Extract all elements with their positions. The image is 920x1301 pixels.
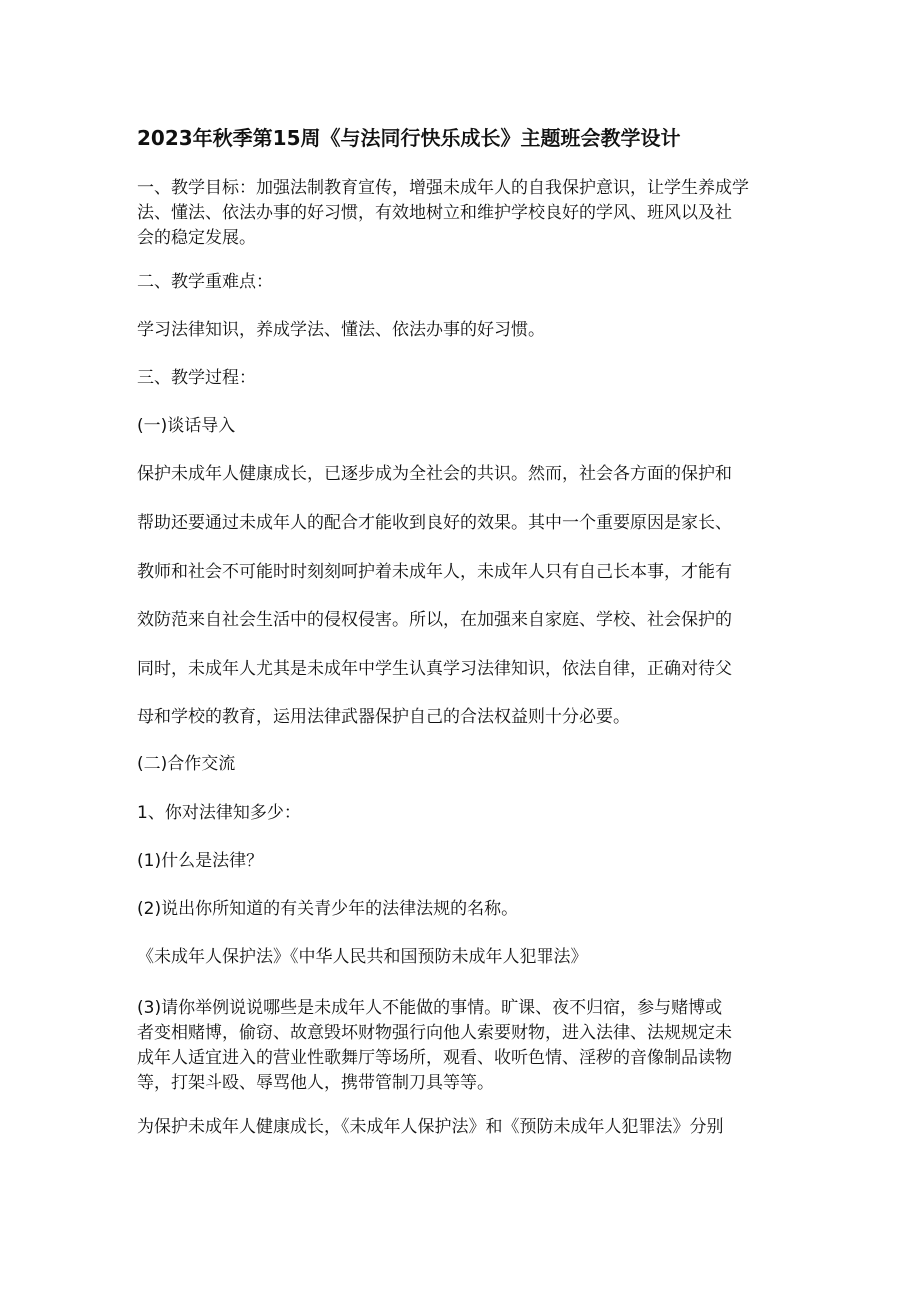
goal-line-3: 会的稳定发展。 <box>137 228 256 248</box>
intro-line-3: 教师和社会不可能时时刻刻呵护着未成年人，未成年人只有自己长本事，才能有 <box>137 562 732 582</box>
intro-line-2: 帮助还要通过未成年人的配合才能收到良好的效果。其中一个重要原因是家长、 <box>137 513 732 533</box>
goal-line-2: 法、懂法、依法办事的好习惯，有效地树立和维护学校良好的学风、班风以及社 <box>137 203 732 223</box>
intro-line-6: 母和学校的教育，运用法律武器保护自己的合法权益则十分必要。 <box>137 707 630 727</box>
section1-heading: (一)谈话导入 <box>137 416 236 436</box>
difficulty-text: 学习法律知识，养成学法、懂法、依法办事的好习惯。 <box>137 320 545 340</box>
intro-line-1: 保护未成年人健康成长，已逐步成为全社会的共识。然而，社会各方面的保护和 <box>137 464 732 484</box>
goal-line-1: 一、教学目标：加强法制教育宣传，增强未成年人的自我保护意识，让学生养成学 <box>137 178 749 198</box>
laws-list: 《未成年人保护法》《中华人民共和国预防未成年人犯罪法》 <box>137 947 588 967</box>
document-title: 2023年秋季第15周《与法同行快乐成长》主题班会教学设计 <box>137 126 681 150</box>
difficulty-heading: 二、教学重难点： <box>137 272 273 292</box>
question-1-3-line-1: (3)请你举例说说哪些是未成年人不能做的事情。旷课、夜不归宿，参与赌博或 <box>137 998 723 1018</box>
process-heading: 三、教学过程： <box>137 368 256 388</box>
question-1-1: (1)什么是法律？ <box>137 851 264 871</box>
intro-line-4: 效防范来自社会生活中的侵权侵害。所以，在加强来自家庭、学校、社会保护的 <box>137 610 732 630</box>
closing-line: 为保护未成年人健康成长，《未成年人保护法》和《预防未成年人犯罪法》分别 <box>137 1117 724 1137</box>
question-1: 1、你对法律知多少： <box>137 803 301 823</box>
question-1-2: (2)说出你所知道的有关青少年的法律法规的名称。 <box>137 899 519 919</box>
section2-heading: (二)合作交流 <box>137 754 236 774</box>
intro-line-5: 同时，未成年人尤其是未成年中学生认真学习法律知识，依法自律，正确对待父 <box>137 659 732 679</box>
question-1-3-line-2: 者变相赌博，偷窃、故意毁坏财物强行向他人索要财物，进入法律、法规规定未 <box>137 1023 732 1043</box>
question-1-3-line-3: 成年人适宜进入的营业性歌舞厅等场所，观看、收听色情、淫秽的音像制品读物 <box>137 1048 732 1068</box>
question-1-3-line-4: 等，打架斗殴、辱骂他人，携带管制刀具等等。 <box>137 1073 494 1093</box>
